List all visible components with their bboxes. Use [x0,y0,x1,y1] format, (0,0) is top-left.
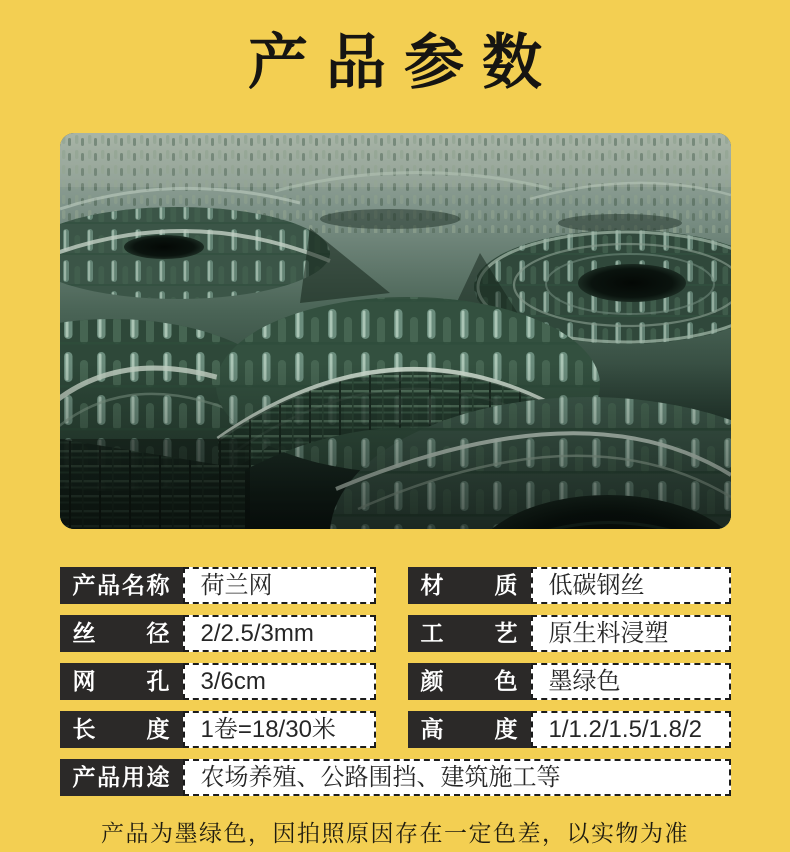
spec-row-process [408,615,731,652]
product-photo [60,133,731,529]
spec-label-usage: 产品用途 [60,759,183,796]
spec-row-length [60,711,376,748]
spec-row-mesh-opening [60,663,376,700]
spec-value-mesh-opening: 3/6cm [183,663,376,700]
spec-row-material [408,567,731,604]
page-title: 产品参数 [248,29,560,96]
spec-label-material: 材质 [408,567,531,604]
spec-value-length: 1卷=18/30米 [183,711,376,748]
spec-value-color: 墨绿色 [531,663,731,700]
spec-value-height: 1/1.2/1.5/1.8/2 [531,711,731,748]
spec-row-color [408,663,731,700]
spec-label-mesh-opening: 网孔 [60,663,183,700]
spec-label-height: 高度 [408,711,531,748]
spec-value-product-name: 荷兰网 [183,567,376,604]
spec-label-wire-diameter: 丝径 [60,615,183,652]
spec-label-process: 工艺 [408,615,531,652]
spec-value-usage: 农场养殖、公路围挡、建筑施工等 [183,759,731,796]
color-disclaimer-note: 产品为墨绿色，因拍照原因存在一定色差，以实物为准 [101,820,689,846]
spec-value-material: 低碳钢丝 [531,567,731,604]
spec-value-process: 原生料浸塑 [531,615,731,652]
spec-label-length: 长度 [60,711,183,748]
spec-row-height [408,711,731,748]
spec-row-wire-diameter [60,615,376,652]
spec-row-product-name [60,567,376,604]
spec-table [60,567,731,796]
spec-label-product-name: 产品名称 [60,567,183,604]
wire-mesh-rolls-photo [60,133,731,529]
spec-value-wire-diameter: 2/2.5/3mm [183,615,376,652]
spec-label-color: 颜色 [408,663,531,700]
spec-row-usage [60,759,731,796]
